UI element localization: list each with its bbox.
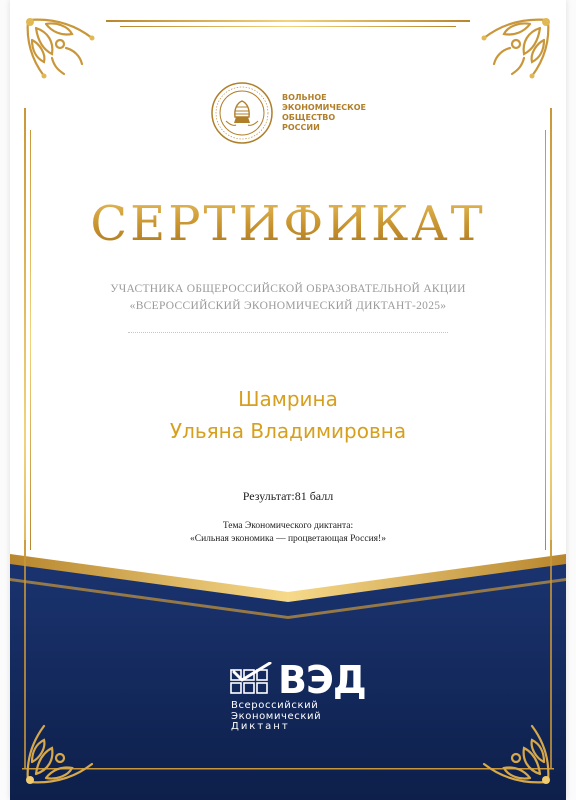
frame-top-line — [106, 20, 470, 22]
participant-given-names: Ульяна Владимировна — [169, 419, 407, 443]
subtitle-line: УЧАСТНИКА ОБЩЕРОССИЙСКОЙ ОБРАЗОВАТЕЛЬНОЙ АКЦИИ — [110, 283, 466, 295]
gold-ornament-corner-icon — [474, 718, 554, 788]
certificate-page — [10, 0, 566, 800]
ved-logo — [230, 658, 370, 738]
organization-name — [282, 93, 372, 133]
result-value: 81 балл — [294, 489, 334, 503]
certificate-title: СЕРТИФИКАТ — [10, 196, 566, 252]
gold-ornament-corner-icon — [22, 718, 102, 788]
theme-label: Тема Экономического диктанта: — [222, 521, 354, 531]
subtitle-line: «ВСЕРОССИЙСКИЙ ЭКОНОМИЧЕСКИЙ ДИКТАНТ-2025» — [129, 300, 447, 312]
frame-top-inner-line — [120, 26, 456, 27]
theme-value: «Сильная экономика — процветающая Россия!» — [190, 534, 386, 544]
ved-caption — [231, 701, 321, 733]
result-line — [10, 489, 566, 504]
organization-name-line: ОБЩЕСТВО — [282, 113, 336, 122]
participant-name — [10, 383, 566, 447]
frame-right-inner-line — [545, 130, 546, 550]
checkbox-grid-logo-icon — [230, 662, 274, 698]
organization-logo — [210, 80, 380, 146]
ved-caption-line: Всероссийский — [231, 700, 319, 711]
ved-caption-line: Диктант — [231, 721, 290, 732]
result-label: Результат: — [242, 489, 295, 503]
gold-ornament-corner-icon — [22, 14, 102, 84]
organization-name-line: ВОЛЬНОЕ — [282, 93, 327, 102]
frame-left-inner-line — [30, 130, 31, 550]
ved-letters: ВЭД — [278, 658, 366, 702]
dotted-divider — [128, 332, 448, 333]
organization-name-line: ЭКОНОМИЧЕСКОЕ — [282, 103, 366, 112]
participant-surname: Шамрина — [238, 387, 338, 411]
organization-name-line: РОССИИ — [282, 123, 320, 132]
gold-ornament-corner-icon — [474, 14, 554, 84]
ved-caption-line: Экономический — [231, 710, 322, 722]
seal-emblem-icon — [210, 81, 274, 145]
certificate-subtitle — [10, 281, 566, 315]
